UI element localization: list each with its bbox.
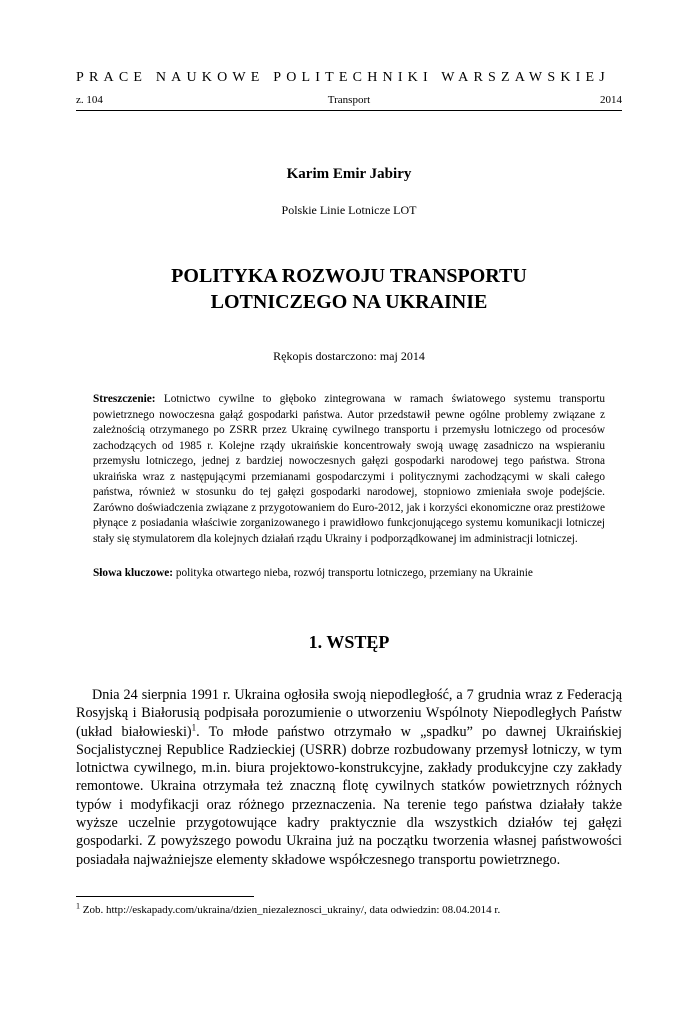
footnote-text: Zob. http://eskapady.com/ukraina/dzien_niezaleznosci_ukrainy/, data odwiedzin: 08.04.2014 r.: [80, 904, 501, 916]
section-heading: 1. WSTĘP: [308, 632, 390, 652]
abstract: [93, 392, 605, 547]
title-line-1: POLITYKA ROZWOJU TRANSPORTU: [171, 265, 527, 287]
keywords-label: Słowa kluczowe:: [93, 567, 174, 579]
author-name: Karim Emir Jabiry: [286, 166, 412, 182]
paragraph-part-1: Dnia 24 sierpnia 1991 r. Ukraina ogłosiła swoją niepodległość, a 7 grudnia wraz z Federacją Rosyjską i Białorusią podpisała porozumienie o utworzeniu Wspólnoty Niepodległych Państw (układ białowieski): [76, 687, 622, 740]
received-date: Rękopis dostarczono: maj 2014: [273, 349, 425, 363]
keywords: [93, 566, 605, 582]
paragraph-part-2: . To młode państwo otrzymało w „spadku” po dawnej Ukraińskiej Socjalistycznej Republice Radzieckiej (USRR) dobrze rozbudowany przemysł lotniczy, w tym lotnictwa cywilnego, m.in. biura projektowo-konstrukcyjne, zakłady produkcyjne czy zakłady remontowe. Ukraina otrzymała też znaczną flotę cywilnych statków powietrznych różnych typów i modyfikacji oraz różnego przeznaczenia. Na terenie tego państwa działały także wyższe uczelnie przygotowujące kadry praktycznie dla wszystkich działów tej gałęzi gospodarki. Z powyższego powodu Ukraina już na początku tworzenia własnej państwowości posiadała najważniejsze elementy składowe współczesnego transportu powietrznego.: [76, 723, 622, 868]
footnote-rule: [76, 896, 254, 897]
publication-year: 2014: [600, 94, 622, 106]
article-title: [76, 263, 622, 315]
abstract-text: Lotnictwo cywilne to głęboko zintegrowana w ramach światowego systemu transportu powietrznego nowoczesna gałąź gospodarki państwa. Autor przedstawił pewne ogólne problemy związane z zależnością otrzymanego po ZSRR przez Ukrainę cywilnego transportu i przemysłu lotniczego od procesów zachodzących od 1985 r. Kolejne rządy ukraińskie koncentrowały swoją uwagę zasadniczo na wspieraniu przemysłu lotniczego, jednej z bardziej nowoczesnych gałęzi gospodarki narodowej tego państwa. Strona ukraińska wraz z następującymi przemianami gospodarczymi i politycznymi zachodzącymi w skali całego państwa, również w stosunku do tej gałęzi gospodarki narodowej, stopniowo zmieniała swoje podejście. Zarówno doświadczenia związane z przygotowaniem do Euro-2012, jak i korzyści ekonomiczne oraz prestiżowe płynące z posiadania właściwie zorganizowanego i prawidłowo funkcjonującego systemu komunikacji lotniczej stały się stymulatorem dla kolejnych działań rządu Ukrainy i podporządkowanej im administracji lotniczej.: [93, 393, 605, 545]
header-rule: [76, 110, 622, 111]
journal-running-head: PRACE NAUKOWE POLITECHNIKI WARSZAWSKIEJ: [76, 70, 610, 85]
series-name: Transport: [327, 94, 371, 106]
keywords-text: polityka otwartego nieba, rozwój transportu lotniczego, przemiany na Ukrainie: [173, 567, 533, 579]
abstract-label: Streszczenie:: [93, 393, 156, 405]
footnote-reference[interactable]: 1: [191, 721, 197, 732]
title-line-2: LOTNICZEGO NA UKRAINIE: [210, 291, 488, 313]
issue-number: z. 104: [76, 94, 103, 106]
author-affiliation: Polskie Linie Lotnicze LOT: [281, 203, 417, 217]
body-paragraph: [76, 686, 622, 869]
journal-meta-row: [76, 94, 622, 108]
footnote-number: 1: [76, 901, 80, 911]
footnote: [76, 901, 622, 916]
